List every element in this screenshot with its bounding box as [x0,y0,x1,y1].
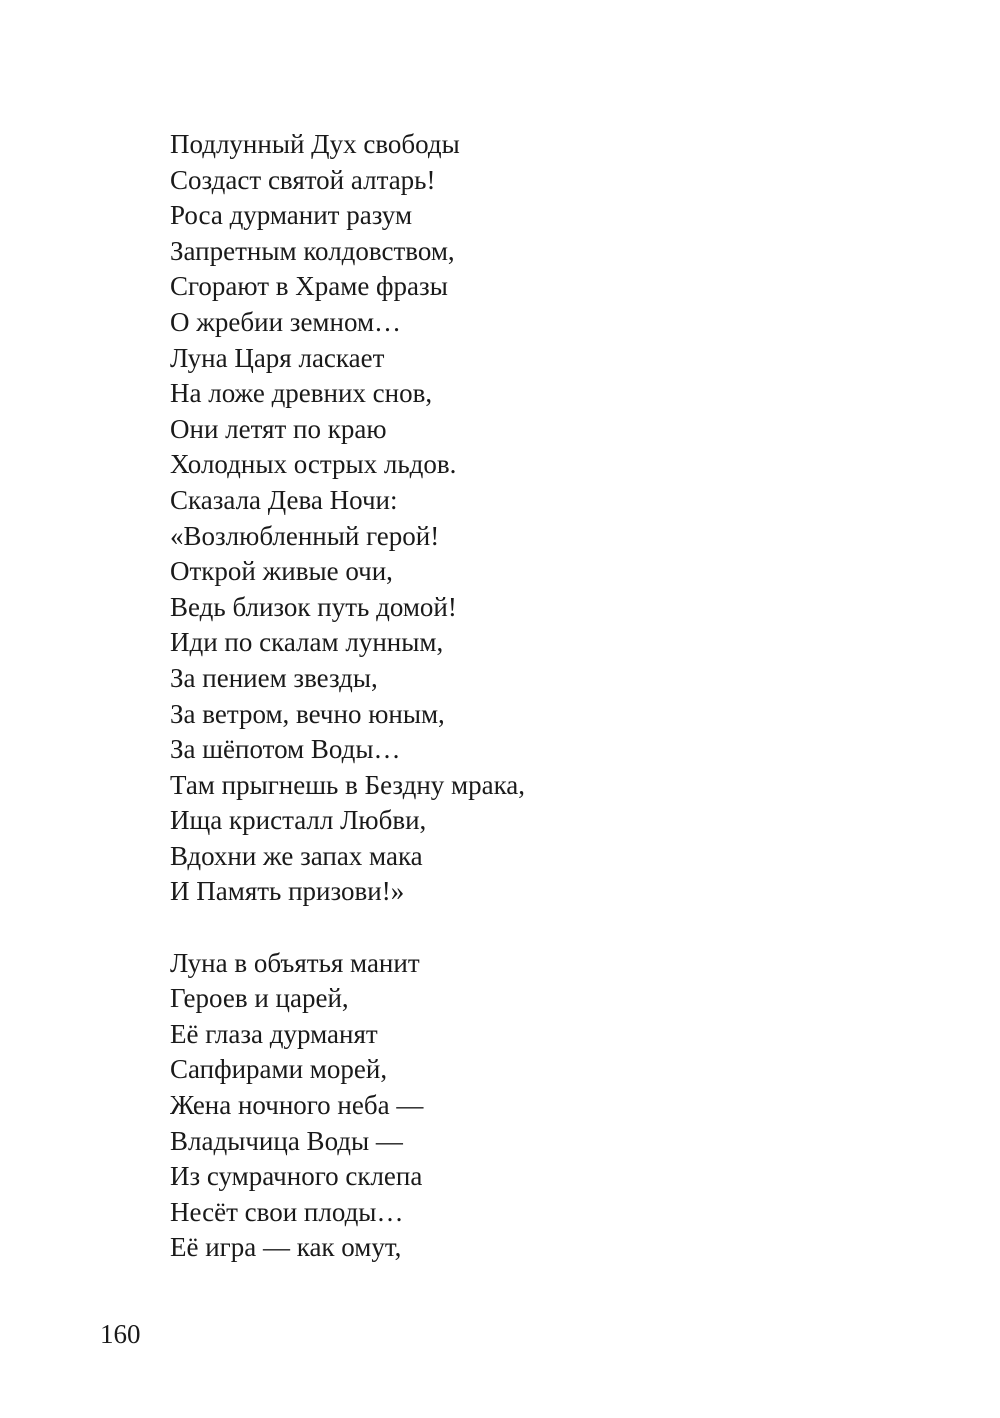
poem-line: Сапфирами морей, [170,1054,388,1085]
poem-line: Ища кристалл Любви, [170,805,427,836]
poem-line: Роса дурманит разум [170,200,413,231]
poem-line: Владычица Воды — [170,1125,403,1156]
poem-line: На ложе древних снов, [170,378,433,409]
poem-line: За шёпотом Воды… [170,734,401,765]
poem-text [170,127,930,1266]
page-number: 160 [100,1319,141,1349]
poem-line: За пением звезды, [170,662,378,693]
poem-line: Из сумрачного склепа [170,1161,423,1192]
poem-line: Ведь близок путь домой! [170,591,457,622]
poem-line: Сгорают в Храме фразы [170,271,448,302]
poem-line: Подлунный Дух свободы [170,129,460,159]
poem-line: Открой живые очи, [170,556,393,587]
stanza-1 [170,127,930,910]
poem-line: Вдохни же запах мака [170,840,423,871]
poem-line: Её игра — как омут, [170,1232,402,1263]
poem-line: «Возлюбленный герой! [170,520,440,551]
poem-line: Запретным колдовством, [170,235,455,266]
poem-line: За ветром, вечно юным, [170,698,445,729]
poem-line: Сказала Дева Ночи: [170,484,398,515]
poem-line: Холодных острых льдов. [170,449,457,480]
stanza-2 [170,946,930,1266]
poem-line: Там прыгнешь в Бездну мрака, [170,769,526,800]
poem-line: Её глаза дурманят [170,1018,378,1049]
poem-line: Луна в объятья манит [170,947,420,978]
poem-line: Несёт свои плоды… [170,1196,404,1227]
poem-line: Создаст святой алтарь! [170,164,436,195]
poem-line: Луна Царя ласкает [170,342,385,373]
poem-line: Иди по скалам лунным, [170,627,444,658]
poem-line: Они летят по краю [170,413,387,444]
poem-line: И Память призови!» [170,876,405,907]
poem-line: Героев и царей, [170,983,349,1014]
poem-line: Жена ночного неба — [170,1089,424,1120]
poem-line: О жребии земном… [170,306,402,337]
